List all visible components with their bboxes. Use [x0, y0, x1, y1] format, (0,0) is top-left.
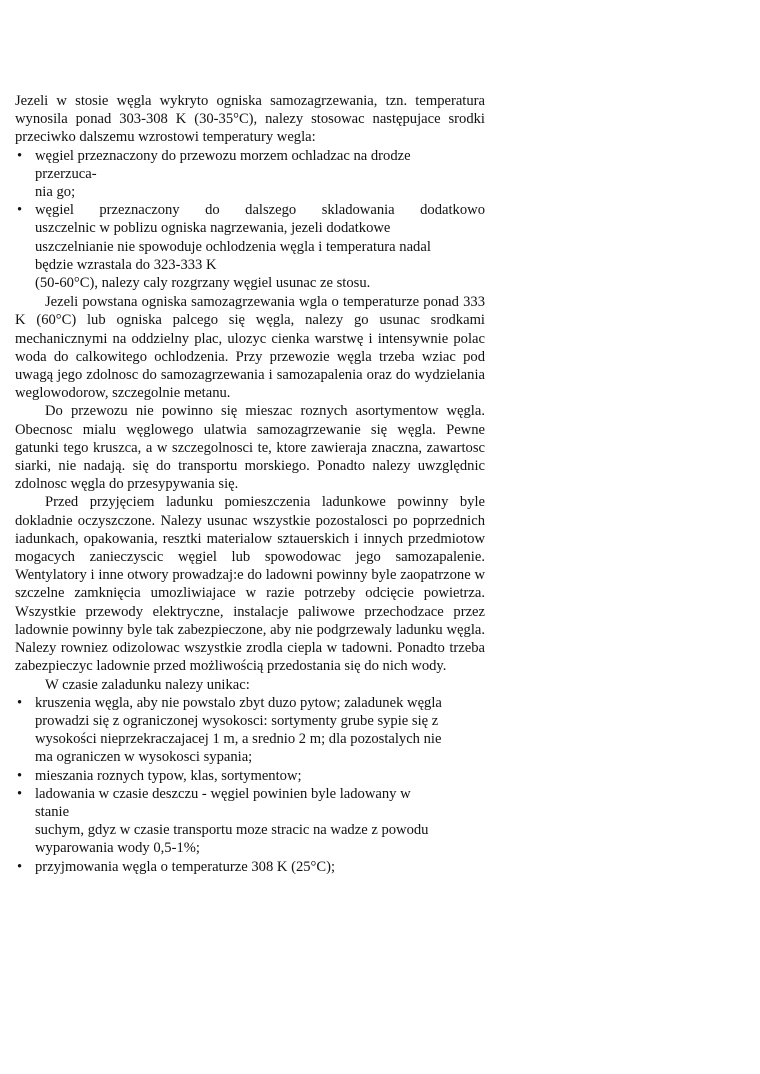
list-line: nia go; — [35, 184, 76, 201]
loading-avoid-list — [15, 694, 485, 876]
bullet-icon: • — [17, 147, 23, 164]
paragraph-hold-preparation: Przed przyjęciem ladunku pomieszczenia ladunkowe powinny byle dokladnie oczyszczone. Nalezy usunac wszystkie pozostalosci po poprzednich iadunkach, opakowania, resztki materialow sztauerskich i innych przedmiotow mogacych zanieczyscic węgiel lub spowodowac jego samozapalenie. Wentylatory i inne otwory prowadzaj:e do ladowni powinny byle zaopatrzone w szczelne zamknięcia umozliwiajace w razie potrzeby odcięcie powietrza. Wszystkie przewody elektryczne, instalacje paliwowe przechodzace przez ladownie powinny byle tak zabezpieczone, aby nie podgrzewaly ladunku węgla. Nalezy rowniez odizolowac wszystkie zrodla ciepla w tadowni. Ponadto trzeba zabezpieczyc ladownie przed możliwością przedostania się do nich wody. — [15, 494, 485, 675]
document-page — [15, 92, 485, 876]
list-line: przerzuca- — [35, 165, 97, 182]
countermeasures-list — [15, 147, 485, 293]
list-line: węgiel przeznaczony do dalszego skladowania dodatkowo — [35, 202, 485, 219]
list-line: mieszania roznych typow, klas, sortymentow; — [35, 767, 302, 784]
intro-paragraph: Jezeli w stosie węgla wykryto ogniska samozagrzewania, tzn. temperatura wynosila ponad 303-308 K (30-35°C), nalezy stosowac następujace srodki przeciwko dalszemu wzrostowi temperatury wegla: — [15, 93, 485, 146]
list-line: uszczelnianie nie spowoduje ochlodzenia węgla i temperatura nadal — [35, 238, 431, 255]
list-line: (50-60°C), nalezy caly rozgrzany węgiel usunac ze stosu. — [35, 275, 371, 292]
list-item — [15, 858, 485, 876]
paragraph-hot-spots: Jezeli powstana ogniska samozagrzewania wgla o temperaturze ponad 333 K (60°C) lub ogniska palcego się węgla, nalezy go usunac srodkami mechanicznymi na oddzielny plac, ulozyc cienka warstwę i intensywnie polac woda do calkowitego ochlodzenia. Przy przewozie węgla trzeba wziac pod uwagą jego zdolnosc do samozagrzewania i samozapalenia oraz do wydzielania weglowodorow, szczegolnie metanu. — [15, 294, 485, 402]
list-line: wyparowania wody 0,5-1%; — [35, 840, 200, 857]
list-line: stanie — [35, 803, 70, 820]
list-item — [15, 694, 485, 767]
bullet-icon: • — [17, 767, 23, 784]
list-item — [15, 147, 485, 202]
list-line: przyjmowania węgla o temperaturze 308 K (25°C); — [35, 858, 336, 875]
list-line: kruszenia węgla, aby nie powstalo zbyt duzo pytow; zaladunek węgla — [35, 694, 442, 711]
list-line: ma ograniczen w wysokosci sypania; — [35, 749, 253, 766]
list-item — [15, 767, 485, 785]
list-line: będzie wzrastala do 323-333 K — [35, 256, 217, 273]
paragraph-mixing: Do przewozu nie powinno się mieszac roznych asortymentow węgla. Obecnosc mialu węglowego ulatwia samozagrzewanie się węgla. Pewne gatunki tego kruszca, a w szczegolnosci te, ktore zawieraja znaczna, zawartosc siarki, nie nadają. się do transportu morskiego. Ponadto nalezy uwzględnic zdolnosc węgla do przesypywania się. — [15, 403, 485, 493]
list-item — [15, 785, 485, 858]
bullet-icon: • — [17, 202, 23, 219]
list-line: uszczelnic w poblizu ogniska nagrzewania, jezeli dodatkowe — [35, 220, 391, 237]
list-line: węgiel przeznaczony do przewozu morzem ochladzac na drodze — [35, 147, 411, 164]
bullet-icon: • — [17, 785, 23, 802]
list-line: suchym, gdyz w czasie transportu moze stracic na wadze z powodu — [35, 822, 429, 839]
list-item — [15, 201, 485, 292]
list-line: ladowania w czasie deszczu - węgiel powinien byle ladowany w — [35, 785, 411, 802]
bullet-icon: • — [17, 858, 23, 875]
list-line: prowadzi się z ograniczonej wysokosci: sortymenty grube sypie się z — [35, 712, 439, 729]
list-line: wysokości nieprzekraczajacej 1 m, a srednio 2 m; dla pozostalych nie — [35, 731, 442, 748]
bullet-icon: • — [17, 694, 23, 711]
loading-lead: W czasie zaladunku nalezy unikac: — [45, 676, 250, 693]
